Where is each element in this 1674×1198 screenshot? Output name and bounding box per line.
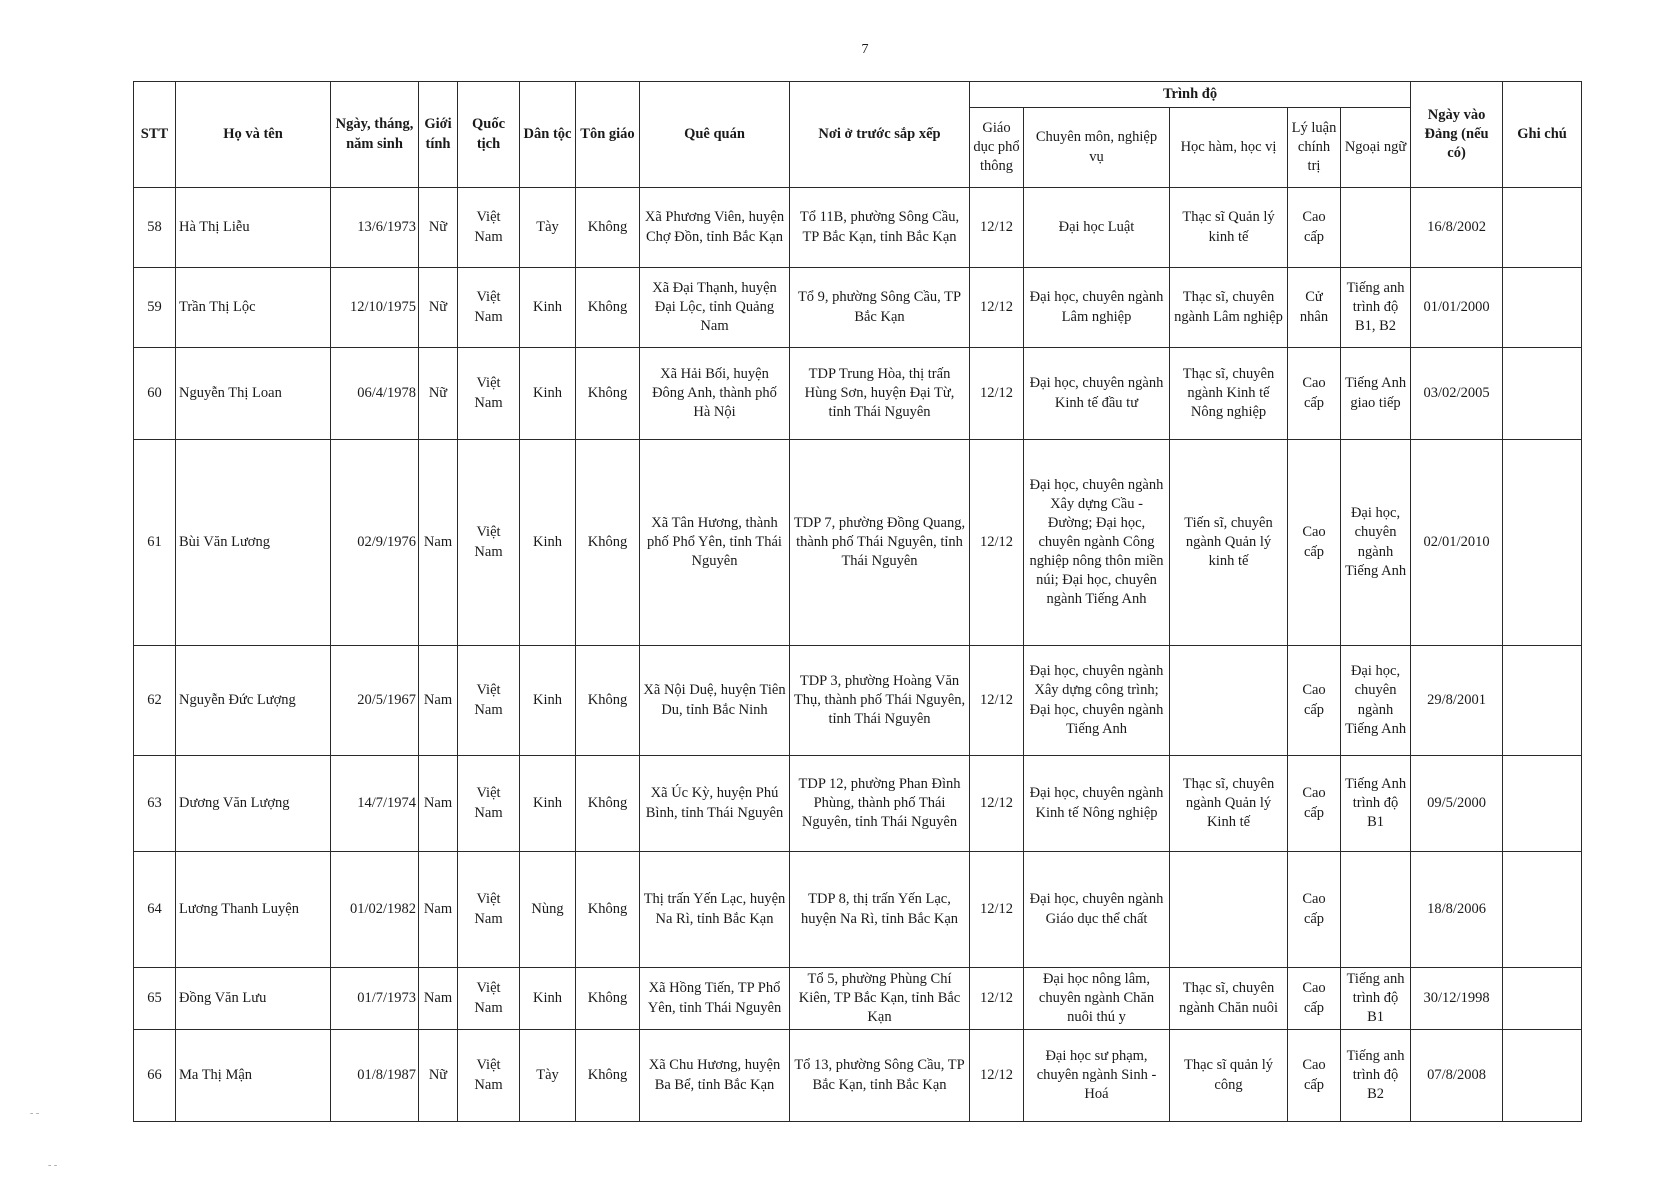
cell-stt: 62 [134,646,176,756]
cell-nationality: Việt Nam [458,968,520,1030]
cell-party-date: 09/5/2000 [1411,756,1503,852]
cell-foreign-language: Tiếng anh trình độ B1 [1341,968,1411,1030]
cell-stt: 59 [134,268,176,348]
cell-academic-title [1170,646,1288,756]
cell-notes [1503,440,1582,646]
cell-notes [1503,968,1582,1030]
cell-gender: Nam [419,646,458,756]
header-name: Họ và tên [176,82,331,188]
table-row [134,348,1582,440]
table-row [134,852,1582,968]
cell-religion: Không [576,852,640,968]
cell-notes [1503,1030,1582,1122]
cell-notes [1503,188,1582,268]
cell-religion: Không [576,268,640,348]
cell-religion: Không [576,348,640,440]
cell-foreign-language: Tiếng anh trình độ B1, B2 [1341,268,1411,348]
cell-general-edu: 12/12 [970,440,1024,646]
header-general-edu: Giáo dục phổ thông [970,108,1024,188]
cell-political-theory: Cao cấp [1288,852,1341,968]
cell-foreign-language: Tiếng Anh giao tiếp [1341,348,1411,440]
cell-nationality: Việt Nam [458,756,520,852]
header-stt: STT [134,82,176,188]
table-row [134,188,1582,268]
cell-specialty: Đại học, chuyên ngành Xây dựng công trình; Đại học, chuyên ngành Tiếng Anh [1024,646,1170,756]
cell-name: Bùi Văn Lương [176,440,331,646]
cell-stt: 58 [134,188,176,268]
cell-stt: 61 [134,440,176,646]
cell-ethnicity: Kinh [520,968,576,1030]
cell-party-date: 02/01/2010 [1411,440,1503,646]
cell-gender: Nữ [419,1030,458,1122]
cell-political-theory: Cao cấp [1288,756,1341,852]
cell-residence: Tổ 13, phường Sông Cầu, TP Bắc Kạn, tỉnh Bắc Kạn [790,1030,970,1122]
cell-general-edu: 12/12 [970,188,1024,268]
cell-political-theory: Cao cấp [1288,440,1341,646]
cell-residence: TDP 12, phường Phan Đình Phùng, thành phố Thái Nguyên, tỉnh Thái Nguyên [790,756,970,852]
cell-ethnicity: Tày [520,1030,576,1122]
cell-nationality: Việt Nam [458,440,520,646]
cell-notes [1503,646,1582,756]
cell-hometown: Xã Hồng Tiến, TP Phổ Yên, tỉnh Thái Nguyên [640,968,790,1030]
cell-dob: 14/7/1974 [331,756,419,852]
cell-specialty: Đại học sư phạm, chuyên ngành Sinh - Hoá [1024,1030,1170,1122]
cell-dob: 12/10/1975 [331,268,419,348]
cell-residence: Tổ 5, phường Phùng Chí Kiên, TP Bắc Kạn, tỉnh Bắc Kạn [790,968,970,1030]
cell-name: Nguyễn Thị Loan [176,348,331,440]
cell-hometown: Xã Chu Hương, huyện Ba Bể, tỉnh Bắc Kạn [640,1030,790,1122]
cell-notes [1503,348,1582,440]
cell-nationality: Việt Nam [458,646,520,756]
cell-general-edu: 12/12 [970,756,1024,852]
cell-specialty: Đại học, chuyên ngành Xây dựng Cầu - Đường; Đại học, chuyên ngành Công nghiệp nông thôn miền núi; Đại học, chuyên ngành Tiếng Anh [1024,440,1170,646]
cell-religion: Không [576,1030,640,1122]
cell-stt: 60 [134,348,176,440]
cell-nationality: Việt Nam [458,852,520,968]
cell-party-date: 07/8/2008 [1411,1030,1503,1122]
cell-ethnicity: Kinh [520,646,576,756]
cell-foreign-language: Tiếng Anh trình độ B1 [1341,756,1411,852]
cell-name: Dương Văn Lượng [176,756,331,852]
cell-religion: Không [576,756,640,852]
cell-notes [1503,268,1582,348]
cell-ethnicity: Nùng [520,852,576,968]
cell-general-edu: 12/12 [970,852,1024,968]
cell-nationality: Việt Nam [458,348,520,440]
scan-artifact: - - [48,1160,58,1171]
cell-academic-title: Thạc sĩ Quản lý kinh tế [1170,188,1288,268]
cell-party-date: 01/01/2000 [1411,268,1503,348]
header-notes: Ghi chú [1503,82,1582,188]
cell-residence: TDP Trung Hòa, thị trấn Hùng Sơn, huyện Đại Từ, tỉnh Thái Nguyên [790,348,970,440]
table-body [134,188,1582,1122]
cell-notes [1503,852,1582,968]
cell-political-theory: Cao cấp [1288,646,1341,756]
cell-party-date: 03/02/2005 [1411,348,1503,440]
cell-political-theory: Cao cấp [1288,188,1341,268]
cell-gender: Nam [419,852,458,968]
cell-specialty: Đại học Luật [1024,188,1170,268]
cell-academic-title: Thạc sĩ, chuyên ngành Kinh tế Nông nghiệp [1170,348,1288,440]
cell-stt: 65 [134,968,176,1030]
cell-foreign-language [1341,188,1411,268]
cell-specialty: Đại học, chuyên ngành Lâm nghiệp [1024,268,1170,348]
cell-residence: Tổ 11B, phường Sông Cầu, TP Bắc Kạn, tỉnh Bắc Kạn [790,188,970,268]
cell-foreign-language: Tiếng anh trình độ B2 [1341,1030,1411,1122]
cell-political-theory: Cao cấp [1288,348,1341,440]
personnel-table [133,81,1582,1122]
cell-gender: Nữ [419,348,458,440]
cell-dob: 01/02/1982 [331,852,419,968]
cell-political-theory: Cao cấp [1288,1030,1341,1122]
cell-gender: Nam [419,440,458,646]
cell-political-theory: Cao cấp [1288,968,1341,1030]
cell-hometown: Xã Úc Kỳ, huyện Phú Bình, tỉnh Thái Nguyên [640,756,790,852]
cell-gender: Nữ [419,268,458,348]
cell-specialty: Đại học, chuyên ngành Giáo dục thể chất [1024,852,1170,968]
cell-name: Trần Thị Lộc [176,268,331,348]
cell-stt: 64 [134,852,176,968]
cell-academic-title: Thạc sĩ, chuyên ngành Lâm nghiệp [1170,268,1288,348]
cell-specialty: Đại học nông lâm, chuyên ngành Chăn nuôi thú y [1024,968,1170,1030]
page-number: 7 [861,42,869,57]
header-religion: Tôn giáo [576,82,640,188]
header-gender: Giới tính [419,82,458,188]
cell-general-edu: 12/12 [970,646,1024,756]
cell-specialty: Đại học, chuyên ngành Kinh tế đầu tư [1024,348,1170,440]
cell-gender: Nam [419,968,458,1030]
cell-notes [1503,756,1582,852]
header-qualification-group: Trình độ [970,82,1411,108]
cell-name: Lương Thanh Luyện [176,852,331,968]
cell-hometown: Xã Tân Hương, thành phố Phổ Yên, tỉnh Thái Nguyên [640,440,790,646]
cell-residence: Tổ 9, phường Sông Cầu, TP Bắc Kạn [790,268,970,348]
cell-dob: 20/5/1967 [331,646,419,756]
cell-nationality: Việt Nam [458,1030,520,1122]
cell-general-edu: 12/12 [970,968,1024,1030]
header-foreign-language: Ngoại ngữ [1341,108,1411,188]
table-row [134,268,1582,348]
cell-ethnicity: Kinh [520,440,576,646]
cell-ethnicity: Kinh [520,756,576,852]
header-political-theory: Lý luận chính trị [1288,108,1341,188]
header-specialty: Chuyên môn, nghiệp vụ [1024,108,1170,188]
header-academic-title: Học hàm, học vị [1170,108,1288,188]
scan-artifact: - - [30,1108,40,1119]
cell-religion: Không [576,968,640,1030]
table-row [134,1030,1582,1122]
cell-stt: 66 [134,1030,176,1122]
table-row [134,646,1582,756]
cell-nationality: Việt Nam [458,268,520,348]
cell-religion: Không [576,440,640,646]
cell-name: Nguyễn Đức Lượng [176,646,331,756]
cell-nationality: Việt Nam [458,188,520,268]
cell-religion: Không [576,646,640,756]
cell-name: Ma Thị Mận [176,1030,331,1122]
cell-stt: 63 [134,756,176,852]
cell-general-edu: 12/12 [970,348,1024,440]
cell-religion: Không [576,188,640,268]
cell-hometown: Xã Phương Viên, huyện Chợ Đồn, tỉnh Bắc Kạn [640,188,790,268]
header-party-date: Ngày vào Đảng (nếu có) [1411,82,1503,188]
cell-general-edu: 12/12 [970,268,1024,348]
cell-academic-title [1170,852,1288,968]
header-hometown: Quê quán [640,82,790,188]
table-row [134,756,1582,852]
cell-party-date: 30/12/1998 [1411,968,1503,1030]
cell-residence: TDP 8, thị trấn Yến Lạc, huyện Na Rì, tỉnh Bắc Kạn [790,852,970,968]
cell-foreign-language: Đại học, chuyên ngành Tiếng Anh [1341,440,1411,646]
cell-ethnicity: Tày [520,188,576,268]
cell-academic-title: Thạc sĩ, chuyên ngành Quản lý Kinh tế [1170,756,1288,852]
cell-academic-title: Thạc sĩ, chuyên ngành Chăn nuôi [1170,968,1288,1030]
cell-hometown: Xã Nội Duệ, huyện Tiên Du, tỉnh Bắc Ninh [640,646,790,756]
cell-name: Hà Thị Liễu [176,188,331,268]
cell-party-date: 29/8/2001 [1411,646,1503,756]
cell-residence: TDP 7, phường Đồng Quang, thành phố Thái Nguyên, tỉnh Thái Nguyên [790,440,970,646]
cell-gender: Nam [419,756,458,852]
cell-specialty: Đại học, chuyên ngành Kinh tế Nông nghiệp [1024,756,1170,852]
cell-general-edu: 12/12 [970,1030,1024,1122]
cell-dob: 13/6/1973 [331,188,419,268]
header-nationality: Quốc tịch [458,82,520,188]
header-dob: Ngày, tháng, năm sinh [331,82,419,188]
cell-dob: 01/7/1973 [331,968,419,1030]
cell-hometown: Thị trấn Yến Lạc, huyện Na Rì, tỉnh Bắc Kạn [640,852,790,968]
cell-political-theory: Cử nhân [1288,268,1341,348]
header-ethnicity: Dân tộc [520,82,576,188]
cell-dob: 02/9/1976 [331,440,419,646]
cell-ethnicity: Kinh [520,268,576,348]
cell-name: Đồng Văn Lưu [176,968,331,1030]
cell-academic-title: Thạc sĩ quản lý công [1170,1030,1288,1122]
cell-party-date: 16/8/2002 [1411,188,1503,268]
cell-residence: TDP 3, phường Hoàng Văn Thụ, thành phố Thái Nguyên, tỉnh Thái Nguyên [790,646,970,756]
cell-gender: Nữ [419,188,458,268]
header-residence: Nơi ở trước sắp xếp [790,82,970,188]
cell-academic-title: Tiến sĩ, chuyên ngành Quản lý kinh tế [1170,440,1288,646]
cell-hometown: Xã Hải Bối, huyện Đông Anh, thành phố Hà Nội [640,348,790,440]
cell-ethnicity: Kinh [520,348,576,440]
table-row [134,440,1582,646]
cell-foreign-language: Đại học, chuyên ngành Tiếng Anh [1341,646,1411,756]
cell-dob: 01/8/1987 [331,1030,419,1122]
cell-party-date: 18/8/2006 [1411,852,1503,968]
cell-hometown: Xã Đại Thạnh, huyện Đại Lộc, tỉnh Quảng Nam [640,268,790,348]
cell-foreign-language [1341,852,1411,968]
cell-dob: 06/4/1978 [331,348,419,440]
table-row [134,968,1582,1030]
